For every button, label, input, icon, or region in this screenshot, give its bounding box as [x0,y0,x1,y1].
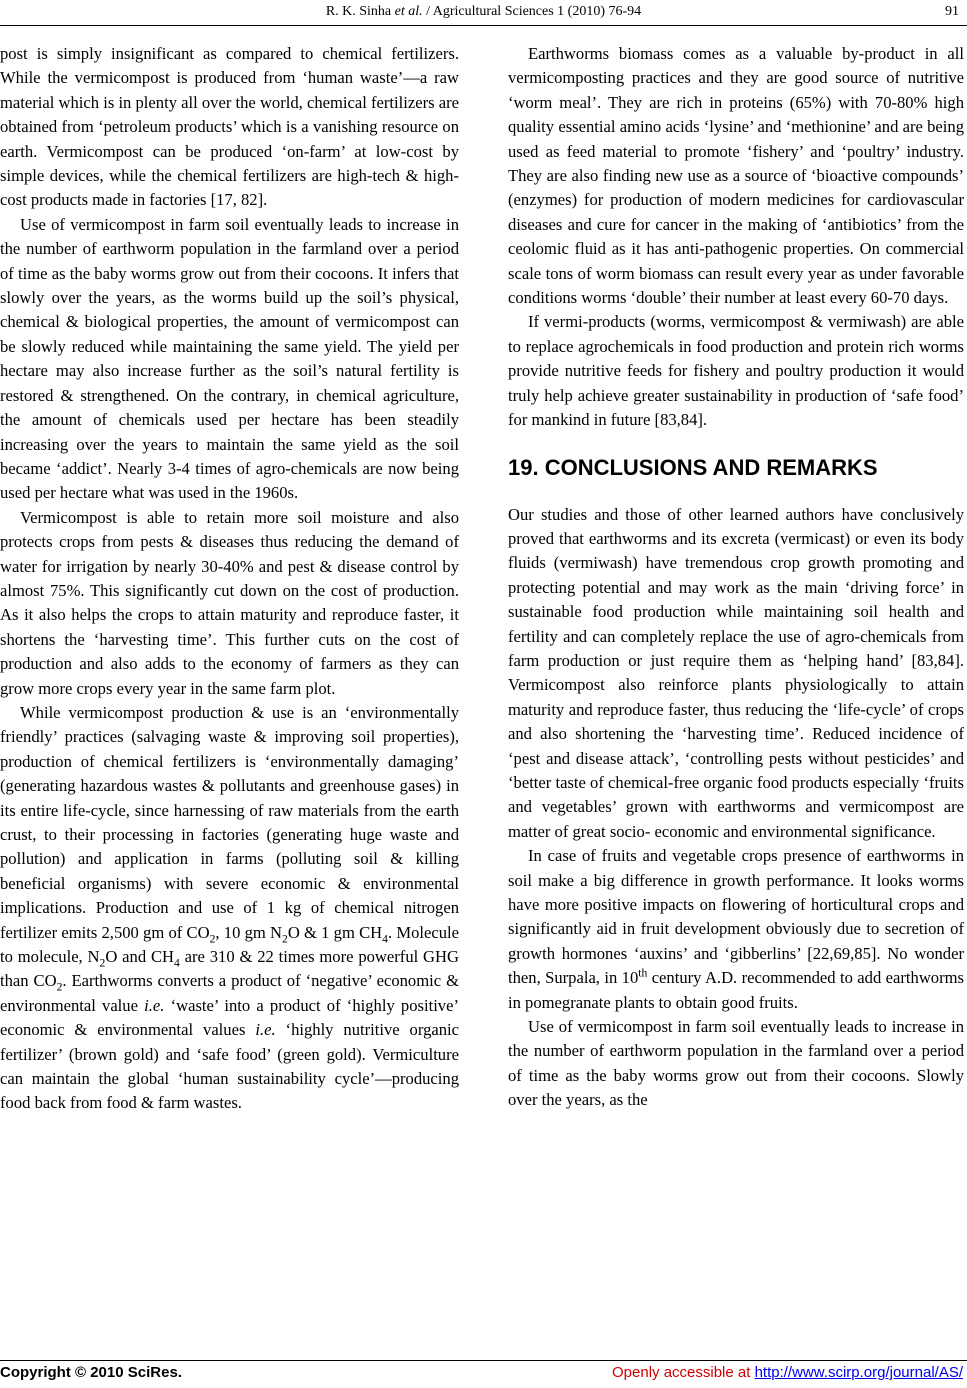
r-p4-text-a: In case of fruits and vegetable crops presence of earthworms in soil make a big difference in growth performance. It looks worms have more positive impacts on flowering of horticultural crops and significantly aid in fruit development obviously due to secretion of growth hormones ‘auxins’ and ‘gibberlins’ [22,69,85]. No wonder then, Surpala, in 10 [508,846,964,988]
p4-text-b: , 10 gm N [215,922,282,942]
left-column [0,42,459,1116]
p4-sub-1: 2 [209,931,216,945]
p4-ie-2: i.e. [255,1020,276,1040]
open-access-label: Openly accessible at [612,1364,755,1381]
footer [0,1364,967,1386]
footer-rule [0,1360,967,1361]
page-number: 91 [945,4,959,19]
left-paragraph-2: Use of vermicompost in farm soil eventually leads to increase in the number of earthworm population in the farmland over a period of time as the baby worms grow out from their cocoons. It infers that slowly over the years, as the worms build up the soil’s physical, chemical & biological properties, the amount of vermicompost can be slowly reduced while maintaining the same yield. The yield per hectare may also increase further as the soil’s natural fertility is restored & strengthened. On the contrary, in chemical agriculture, the amount of chemicals used per hectare has been steadily increasing over the years to maintain the same yield as the soil became ‘addict’. Nearly 3-4 times of agro-chemicals are now being used per hectare what was used in the 1960s. [0,214,459,503]
p4-ie-1: i.e. [144,995,165,1015]
r-p4-text-b: century A.D. recommended to add earthworms in pomegranate plants to obtain good fruits. [508,968,964,1012]
right-paragraph-5: Use of vermicompost in farm soil eventually leads to increase in the number of earthworm population in the farmland over a period of time as the baby worms grow out from their cocoons. Slowly over the years, as the [508,1017,964,1110]
right-paragraph-1: Earthworms biomass comes as a valuable by-product in all vermicomposting practices and they are good source of nutritive ‘worm meal’. They are rich in proteins (65%) with 70-80% high quality essential amino acids ‘lysine’ and ‘methionine’ and are being used as feed material to promote ‘fishery’ and ‘poultry’ industry. They are also finding new use as a source of ‘bioactive compounds’ (enzymes) for production of modern medicines for cardiovascular diseases and cure for cancer in the making of ‘antibiotics’ from the ceolomic fluid as it has anti-pathogenic properties. On commercial scale tons of worm biomass can result every year as under favorable conditions worms ‘double’ their number at least every 60-70 days. [508,44,964,308]
p4-text-i: ‘highly nutritive organic fertilizer’ (brown gold) and ‘safe food’ (green gold). Vermiculture can maintain the global ‘human sustainability cycle’—producing food back from food & farm wastes. [0,1020,460,1113]
p4-sub-2: 2 [282,931,288,945]
left-paragraph-3: Vermicompost is able to retain more soil moisture and also protects crops from pests & diseases thus reducing the demand of water for irrigation by nearly 30-40% and pest & disease control by almost 75%. This significantly cut down on the cost of production. As it also helps the crops to attain maturity and reproduce faster, it shortens the ‘harvesting time’. This further cuts on the cost of production and also adds to the economy of farmers as they can grow more crops every year in the same farm plot. [0,507,459,698]
header-journal: / Agricultural Sciences 1 (2010) 76-94 [426,4,642,19]
p4-text-h: ‘waste’ into a product of ‘highly positive’ economic & environmental values [0,995,459,1040]
p4-sub-5: 4 [174,956,180,970]
right-paragraph-4 [508,844,964,1015]
right-paragraph-2: If vermi-products (worms, vermicompost & vermiwash) are able to replace agrochemicals in food production and protein rich worms provide nutritive feeds for fishery and poultry production it would truly help achieve greater sustainability in production of ‘safe food’ for mankind in future [83,84]. [508,312,964,430]
running-head [0,4,967,22]
p4-sub-4: 2 [99,956,106,970]
p4-text-d: . Molecule to molecule, N [0,922,459,967]
header-authors: R. K. Sinha [325,4,392,19]
p4-text-c: O & 1 gm CH [287,922,383,942]
p4-text-g: . Earthworms converts a product of ‘negative’ economic & environmental value [0,971,459,1015]
running-head-title [0,4,967,20]
right-paragraph-3: Our studies and those of other learned authors have conclusively proved that earthworms and its excreta (vermicast) or even its body fluids (vermiwash) have tremendous crop growth promoting and protecting potential and may work as the main ‘driving force’ in sustainable food production while maintaining soil health and fertility and can completely replace the use of agro-chemicals from farm production or just require them as ‘helping hand’ [83,84]. Vermicompost also reinforce plants physiologically to attain maturity and reproduce faster, thus reducing the ‘life-cycle’ of crops and also shortening the ‘harvesting time’. Reduced incidence of ‘pest and disease attack’, ‘controlling pests without pesticides’ and ‘better taste of chemical-free organic food products especially ‘fruits and vegetables’ grown with earthworms and vermicompost are matter of great socio- economic and environmental significance. [508,504,964,841]
p4-sub-3: 4 [382,931,388,945]
header-rule [0,25,967,26]
header-et-al: et al. [394,4,423,19]
left-paragraph-4 [0,701,459,1116]
p4-text-a: While vermicompost production & use is an ‘environmentally friendly’ practices (salvaging waste & improving soil properties), production of chemical fertilizers is ‘environmentally damaging’ (generating hazardous wastes & pollutants and greenhouse gases) in its entire life-cycle, since harnessing of raw materials from the earth crust, to their processing in factories (generating huge waste and pollution) and application in farms (polluting soil & killing beneficial organisms) with severe economic & environmental implications. Production and use of 1 kg of chemical nitrogen fertilizer emits 2,500 gm of CO [0,702,459,942]
right-column [508,42,964,1113]
p4-text-f: are 310 & 22 times more powerful GHG than CO [0,947,460,991]
p4-sub-6: 2 [56,980,63,994]
section-heading: 19. CONCLUSIONS AND REMARKS [508,454,878,480]
journal-link[interactable]: http://www.scirp.org/journal/AS/ [754,1364,963,1381]
r-p4-sup: th [638,966,648,980]
copyright-text: Copyright © 2010 SciRes. [0,1364,182,1381]
left-paragraph-1: post is simply insignificant as compared to chemical fertilizers. While the vermicompost is produced from ‘human waste’—a raw material which is in plenty all over the world, chemical fertilizers are obtained from ‘petroleum products’ which is a vanishing resource on earth. Vermicompost can be produced ‘on-farm’ at low-cost by simple devices, while the chemical fertilizers are high-tech & high-cost products made in factories [17, 82]. [0,44,459,210]
p4-text-e: O and CH [105,947,174,967]
open-access-note [612,1364,963,1381]
